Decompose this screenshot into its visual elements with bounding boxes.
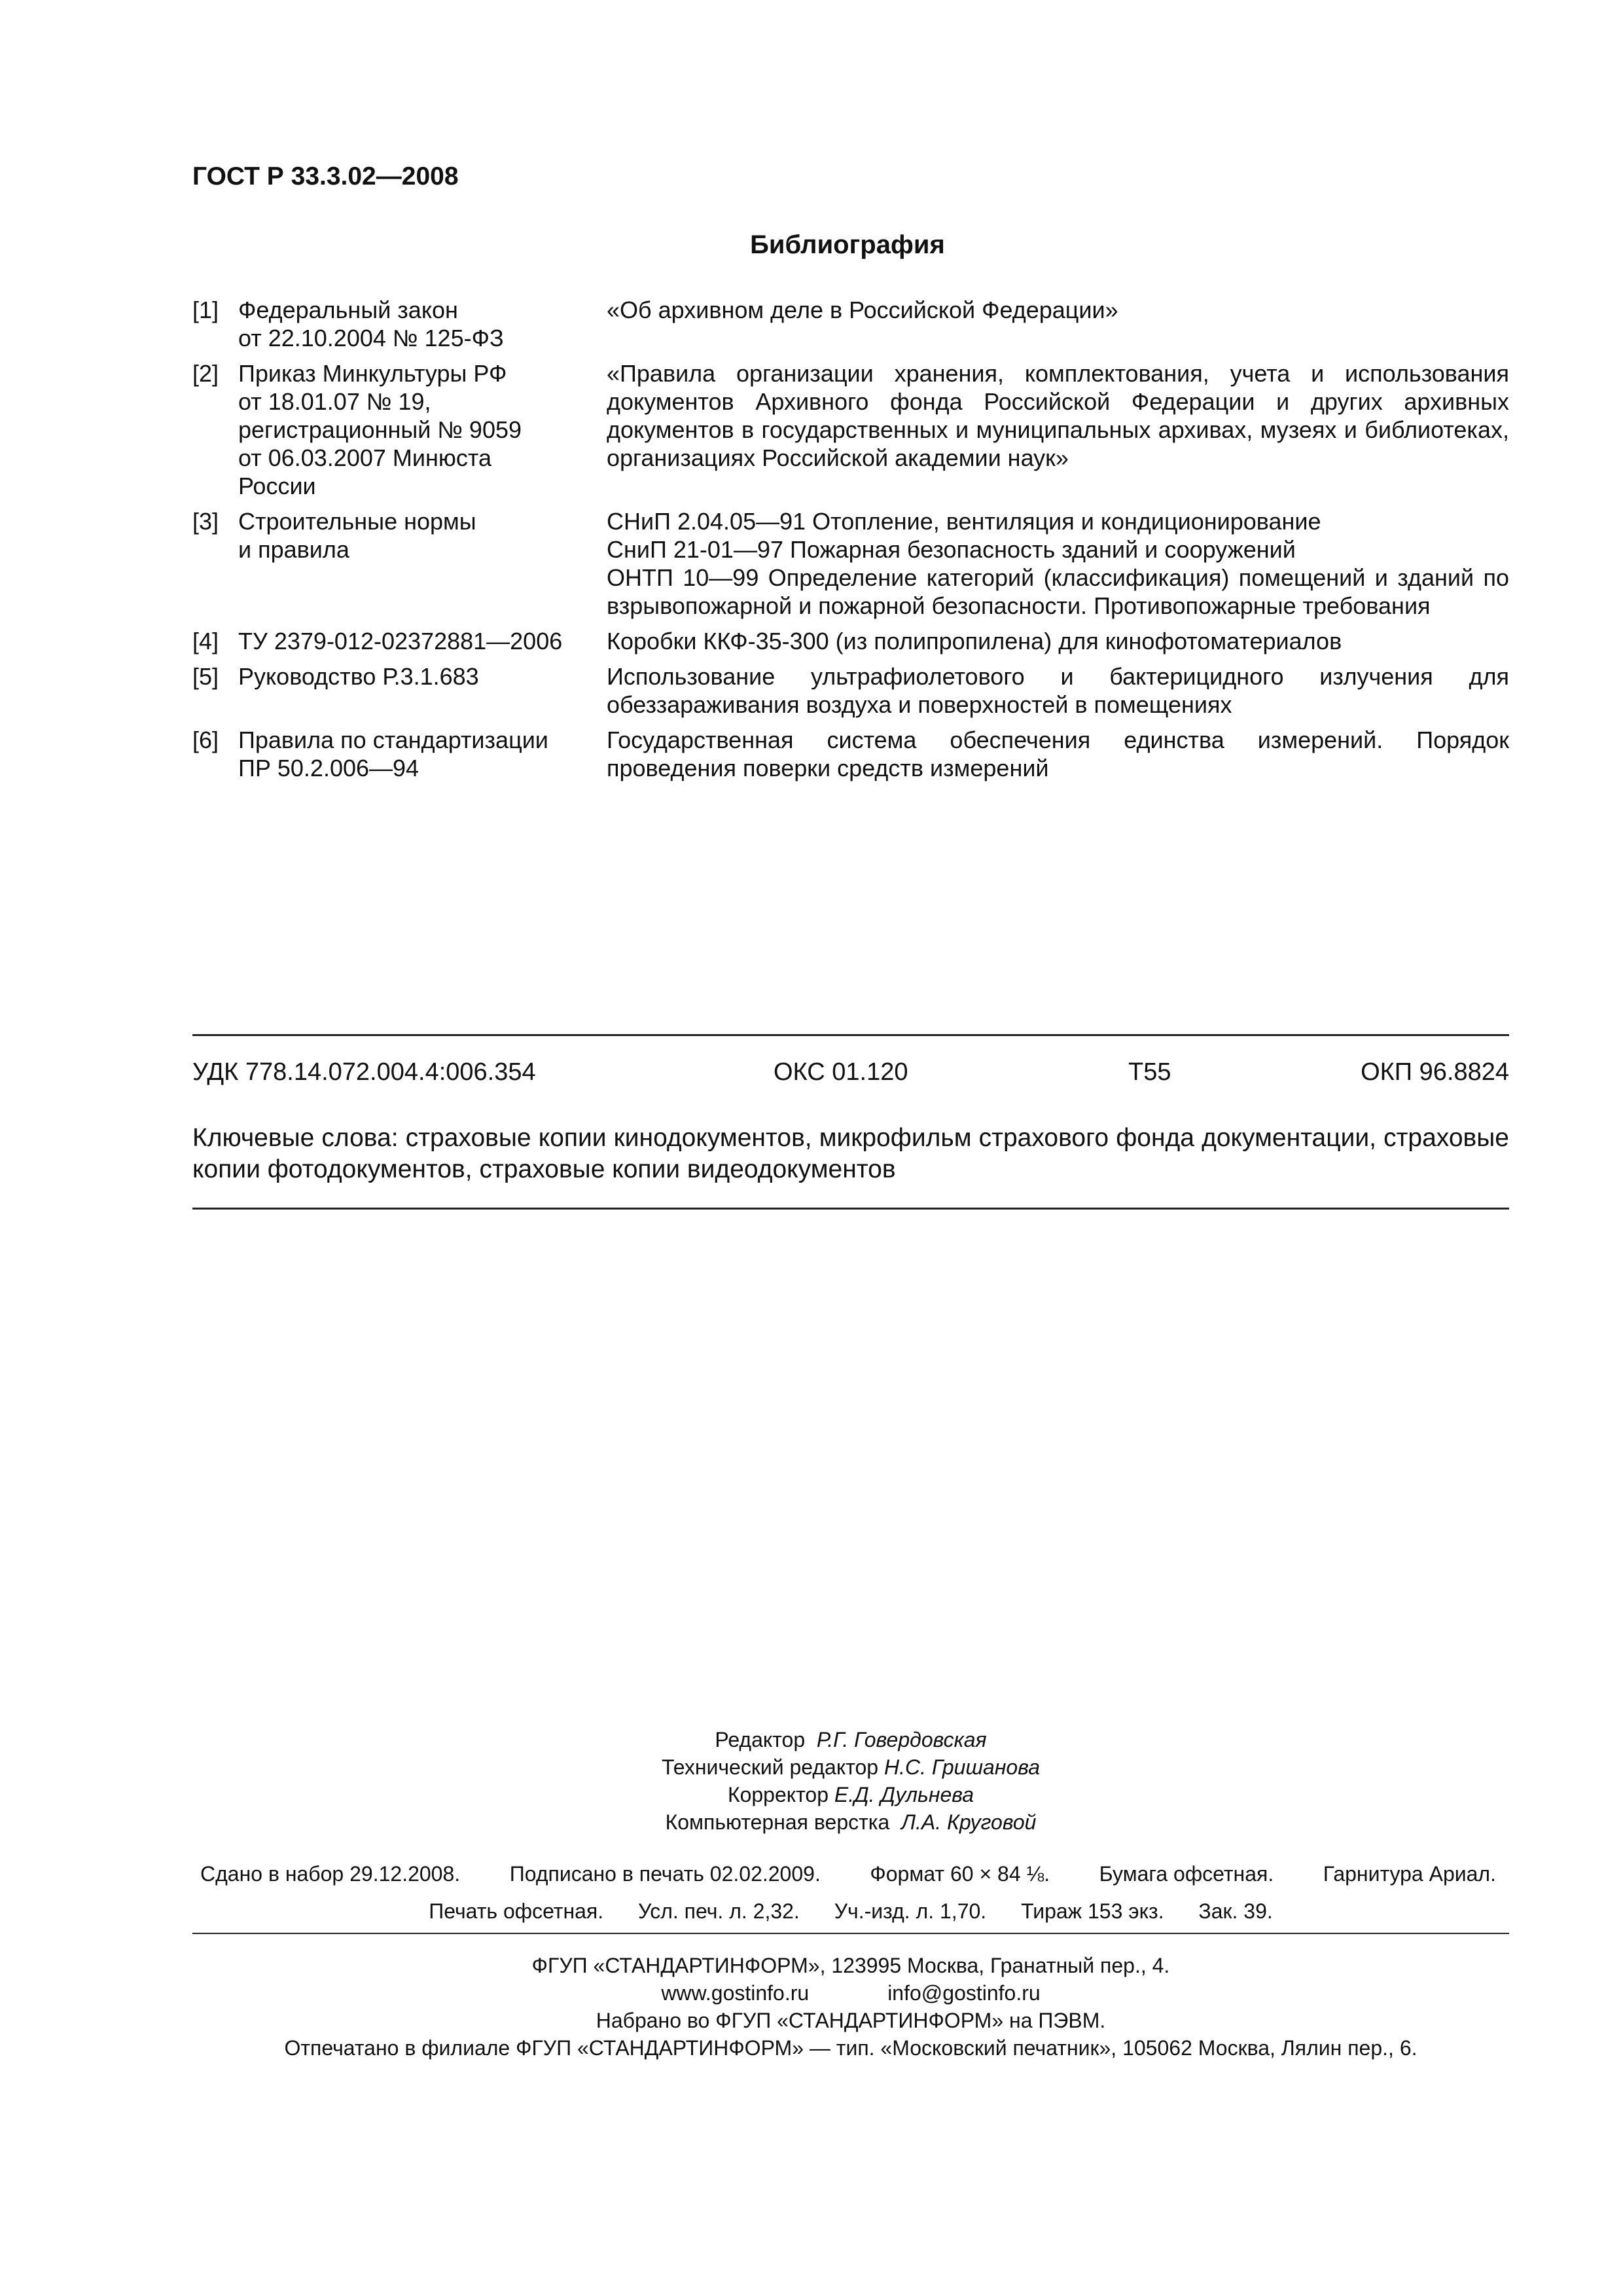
credit-name: Р.Г. Говердовская — [816, 1728, 987, 1751]
email-link[interactable]: info@gostinfo.ru — [887, 1981, 1041, 2005]
credit-role: Компьютерная верстка — [665, 1810, 890, 1834]
entry-description — [607, 507, 1509, 620]
entry-number: [6] — [192, 726, 219, 753]
print-info-item: Печать офсетная. — [429, 1899, 604, 1923]
print-info-item: Подписано в печать 02.02.2009. — [509, 1862, 821, 1886]
description-line: Коробки ККФ-35-300 (из полипропилена) для кинофотоматериалов — [607, 628, 1342, 655]
entry-source: Правила по стандартизации ПР 50.2.006—94 — [238, 726, 548, 781]
credit-name: Е.Д. Дульнева — [834, 1783, 974, 1806]
entry-source: Приказ Минкультуры РФ от 18.01.07 № 19, регистрационный № 9059 от 06.03.2007 Минюста России — [238, 360, 522, 499]
description-line: ОНТП 10—99 Определение категорий (классификация) помещений и зданий по взрывопожарной и пожарной безопасности. Противопожарные требования — [607, 564, 1509, 619]
credit-name: Л.А. Круговой — [901, 1810, 1037, 1834]
description-line: «Правила организации хранения, комплектования, учета и использования документов Архивного фонда Российской Федерации и других архивных документов в государственных и муниципальных архивах, музеях и библиотеках, организациях Российской академии наук» — [607, 360, 1509, 471]
print-info-item: Формат 60 × 84 ⅛. — [870, 1862, 1050, 1886]
entry-number: [5] — [192, 663, 219, 690]
description-line: Государственная система обеспечения единства измерений. Порядок проведения поверки средств измерений — [607, 726, 1509, 781]
print-info-line-2 — [0, 1899, 1623, 1924]
credit-line — [79, 1808, 1623, 1836]
print-info-item: Уч.-изд. л. 1,70. — [834, 1899, 987, 1923]
entry-source: Федеральный закон от 22.10.2004 № 125-ФЗ — [238, 296, 504, 351]
print-info-line-1 — [200, 1862, 1496, 1886]
print-info-item: Бумага офсетная. — [1099, 1862, 1274, 1886]
description-line: СНиП 2.04.05—91 Отопление, вентиляция и кондиционирование — [607, 508, 1321, 535]
divider — [192, 1933, 1509, 1934]
print-info-item: Усл. печ. л. 2,32. — [638, 1899, 800, 1923]
print-info-item: Тираж 153 экз. — [1021, 1899, 1164, 1923]
entry-source: Руководство Р.3.1.683 — [238, 663, 479, 690]
entry-source: ТУ 2379-012-02372881—2006 — [238, 628, 563, 655]
bibliography-entry — [192, 726, 1509, 782]
credit-line — [79, 1781, 1623, 1808]
entry-description — [607, 726, 1509, 782]
credit-role: Корректор — [727, 1783, 829, 1806]
oks-code: ОКС 01.120 — [774, 1058, 908, 1086]
credit-line — [79, 1726, 1623, 1753]
print-info-item: Зак. 39. — [1198, 1899, 1273, 1923]
divider — [192, 1034, 1509, 1036]
credit-name: Н.С. Гришанова — [883, 1755, 1041, 1779]
bibliography-entry — [192, 662, 1509, 719]
entry-number: [1] — [192, 296, 219, 323]
print-info-item: Гарнитура Ариал. — [1323, 1862, 1496, 1886]
entry-number: [2] — [192, 360, 219, 387]
description-line: Использование ультрафиолетового и бактерицидного излучения для обеззараживания воздуха и поверхностей в помещениях — [607, 663, 1509, 718]
publisher-block — [0, 1952, 1623, 2062]
bibliography-entry — [192, 296, 1509, 352]
entry-description — [607, 627, 1509, 655]
document-id: ГОСТ Р 33.3.02—2008 — [192, 162, 459, 190]
publisher-contacts — [79, 1979, 1623, 2007]
print-info-item: Сдано в набор 29.12.2008. — [200, 1862, 461, 1886]
udk-code: УДК 778.14.072.004.4:006.354 — [192, 1058, 536, 1086]
printed-note: Отпечатано в филиале ФГУП «СТАНДАРТИНФОРМ» — тип. «Московский печатник», 105062 Москва, Лялин пер., 6. — [284, 2036, 1418, 2060]
credit-role: Технический редактор — [661, 1755, 879, 1779]
entry-description — [607, 662, 1509, 719]
bibliography-entry — [192, 359, 1509, 500]
publisher-address: ФГУП «СТАНДАРТИНФОРМ», 123995 Москва, Гранатный пер., 4. — [531, 1954, 1170, 1977]
classification-codes — [192, 1058, 1509, 1091]
credits-block — [0, 1726, 1623, 1836]
typeset-note: Набрано во ФГУП «СТАНДАРТИНФОРМ» на ПЭВМ. — [596, 2009, 1106, 2032]
entry-description — [607, 296, 1509, 352]
entry-number: [3] — [192, 508, 219, 535]
keywords: Ключевые слова: страховые копии кинодокументов, микрофильм страхового фонда документации, страховые копии фотодокументов, страховые копии видеодокументов — [192, 1124, 1509, 1183]
divider — [192, 1208, 1509, 1210]
entry-description — [607, 359, 1509, 500]
section-title: Библиография — [750, 230, 945, 259]
bibliography-entry — [192, 507, 1509, 620]
bibliography-list — [192, 296, 1509, 789]
okp-code: ОКП 96.8824 — [1361, 1058, 1509, 1086]
entry-number: [4] — [192, 628, 219, 655]
credit-line — [79, 1753, 1623, 1781]
website-link[interactable]: www.gostinfo.ru — [661, 1981, 810, 2005]
bibliography-entry — [192, 627, 1509, 655]
description-line: СниП 21-01—97 Пожарная безопасность зданий и сооружений — [607, 536, 1296, 563]
description-line: «Об архивном деле в Российской Федерации» — [607, 296, 1118, 323]
t-code: Т55 — [1128, 1058, 1171, 1086]
entry-source: Строительные нормы и правила — [238, 508, 476, 563]
credit-role: Редактор — [715, 1728, 806, 1751]
